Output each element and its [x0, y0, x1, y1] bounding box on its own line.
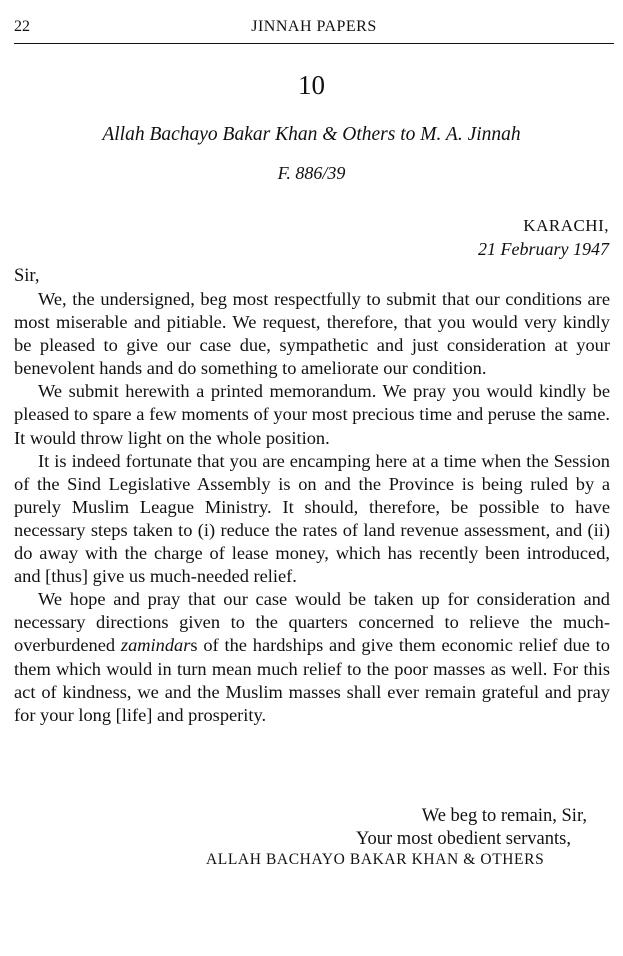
document-number: 10	[298, 70, 325, 100]
letter-body	[14, 288, 610, 727]
letter-date: 21 February 1947	[478, 239, 609, 259]
file-reference: F. 886/39	[277, 163, 346, 183]
paragraph-text: We hope and pray that our case would be taken up for consideration and necessary directions given to the quarters concerned to relieve the much-overburdened	[14, 589, 610, 656]
letter-place: KARACHI,	[523, 216, 609, 235]
salutation: Sir,	[14, 266, 40, 286]
page-number: 22	[14, 18, 30, 35]
paragraph	[14, 588, 610, 727]
paragraph-text: s of the hardships and give them economic relief due to them which would in turn mean much relief to the poor masses as well. For this act of kindness, we and the Muslim masses shall ever remain grateful and pray for your long [life] and prosperity.	[14, 635, 610, 725]
paragraph: We, the undersigned, beg most respectfully to submit that our conditions are most miserable and pitiable. We request, therefore, that you would very kindly be pleased to give our case due, sympathetic and just consideration at your benevolent hands and do something to ameliorate our condition.	[14, 289, 610, 379]
subscription-line: Your most obedient servants,	[356, 829, 571, 849]
header-rule	[14, 43, 614, 44]
document-title: Allah Bachayo Bakar Khan & Others to M. A. Jinnah	[102, 124, 521, 145]
paragraph: It is indeed fortunate that you are encamping here at a time when the Session of the Sind Legislative Assembly is on and the Province is being ruled by a purely Muslim League Ministry. It should, therefore, be possible to have necessary steps taken to (i) reduce the rates of land revenue assessment, and (ii) do away with the charge of lease money, which has recently been introduced, and [thus] give us much-needed relief.	[14, 450, 610, 587]
running-title: JINNAH PAPERS	[251, 18, 377, 35]
paragraph: We submit herewith a printed memorandum. We pray you would kindly be pleased to spare a few moments of your most precious time and peruse the same. It would throw light on the whole position.	[14, 381, 610, 448]
signatories: ALLAH BACHAYO BAKAR KHAN & OTHERS	[206, 851, 545, 868]
running-head	[14, 14, 614, 42]
closing-line: We beg to remain, Sir,	[421, 806, 587, 826]
italic-term: zamindar	[120, 635, 191, 656]
